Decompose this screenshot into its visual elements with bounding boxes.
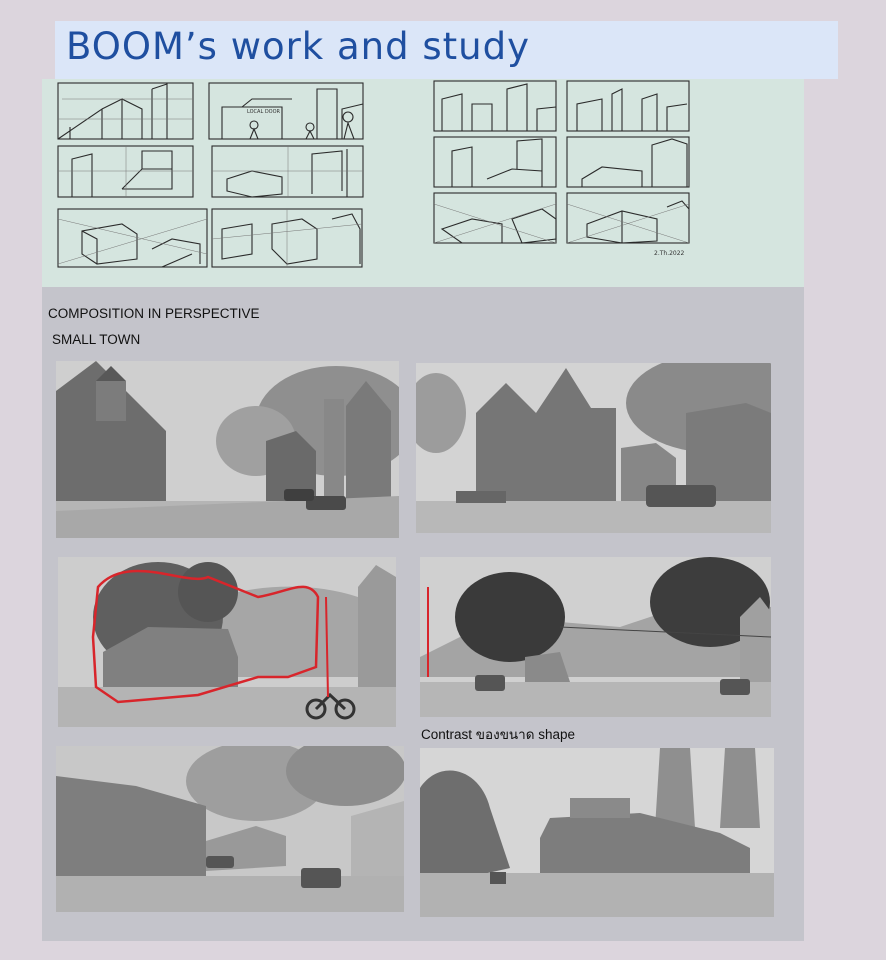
sketch-frame-11 — [434, 193, 556, 243]
title-banner — [55, 21, 838, 79]
sketch-frame-6 — [212, 209, 362, 267]
section-heading: COMPOSITION IN PERSPECTIVE — [48, 306, 260, 321]
section-subheading: SMALL TOWN — [52, 332, 141, 347]
sketch-frame-8 — [567, 81, 689, 131]
sketch-frame-7 — [434, 81, 556, 131]
painting-town-street-3 — [58, 557, 396, 727]
sketch-frame-12 — [567, 193, 689, 243]
painting-town-street-1 — [56, 361, 399, 538]
painting-town-street-4 — [420, 557, 771, 717]
painting-town-street-6 — [420, 748, 774, 917]
sketch-frame-2 — [209, 83, 363, 139]
sketch-frame-1 — [58, 83, 193, 139]
perspective-thumbnail-sketches — [42, 79, 804, 287]
painting-town-street-5 — [56, 746, 404, 912]
contrast-caption: Contrast ของขนาด shape — [421, 727, 576, 742]
sketch-frame-9 — [434, 137, 556, 187]
sketch-frame-5 — [58, 209, 207, 267]
sketch-sheet — [42, 79, 804, 287]
sketch-frame-10 — [567, 137, 689, 187]
sketch-date-note: 2.Th.2022 — [654, 250, 685, 257]
painting-town-street-2 — [416, 363, 771, 533]
sketch-sign-text: LOCAL DOOR — [247, 109, 281, 115]
sketch-frame-4 — [212, 146, 363, 197]
study-panel — [42, 287, 804, 941]
page-title: BOOM’s work and study — [66, 25, 530, 68]
sketch-frame-3 — [58, 146, 193, 197]
